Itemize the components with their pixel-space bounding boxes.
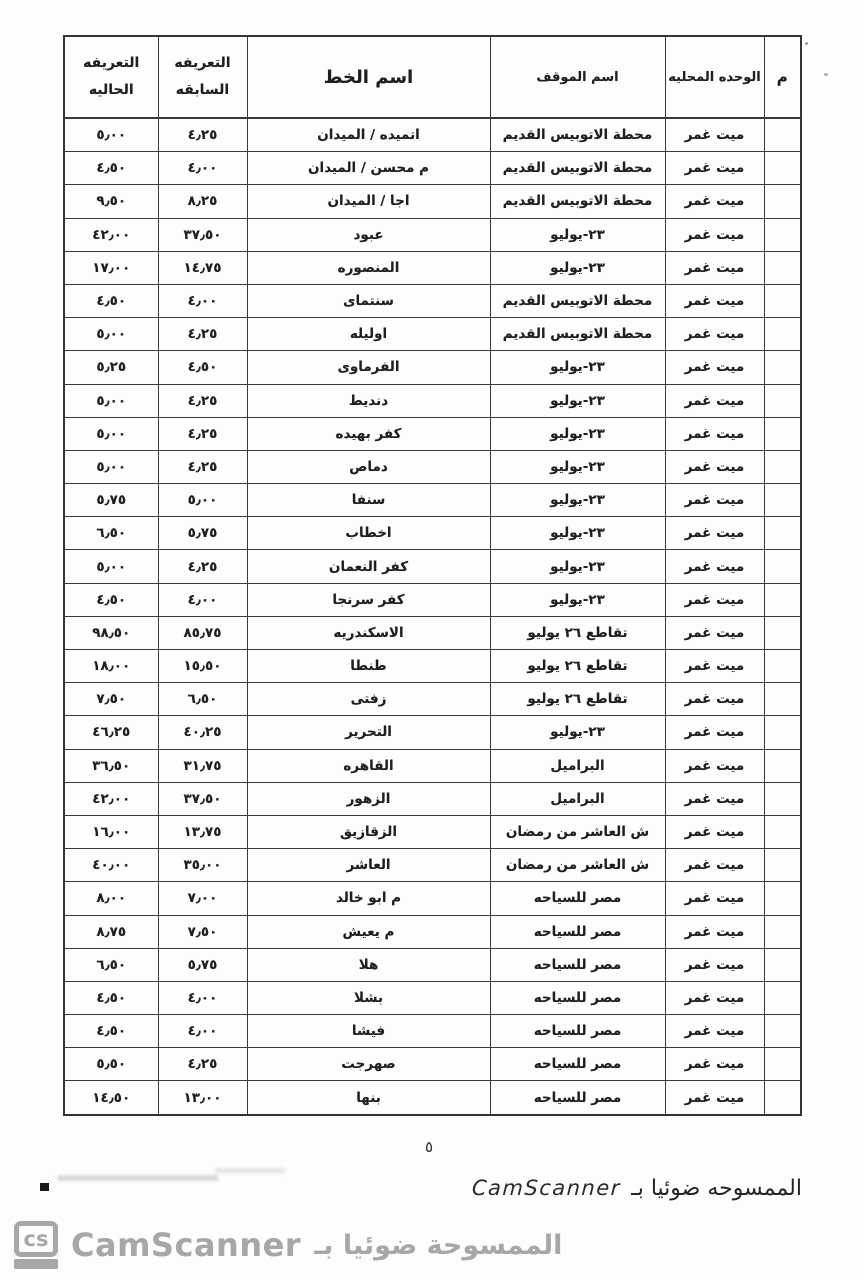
cell-prev: ٤٫٠٠ [158, 981, 247, 1014]
camscanner-footer [14, 1221, 562, 1269]
cell-serial [764, 450, 801, 483]
table-row [64, 616, 801, 649]
cell-line: سنتماى [247, 284, 490, 317]
scanned-by-note-brand: CamScanner [471, 1176, 622, 1200]
camscanner-logo-base [14, 1259, 58, 1269]
cell-prev: ٤٫٢٥ [158, 450, 247, 483]
cell-serial [764, 550, 801, 583]
cell-curr: ٧٫٥٠ [64, 683, 158, 716]
cell-serial [764, 284, 801, 317]
table-row [64, 185, 801, 218]
cell-line: طنطا [247, 650, 490, 683]
cell-serial [764, 882, 801, 915]
table-row [64, 218, 801, 251]
cell-unit: ميت غمر [665, 417, 764, 450]
cell-line: اخطاب [247, 517, 490, 550]
cell-unit: ميت غمر [665, 550, 764, 583]
cell-line: الزقازيق [247, 815, 490, 848]
cell-unit: ميت غمر [665, 118, 764, 152]
cell-prev: ٣٧٫٥٠ [158, 218, 247, 251]
table-row [64, 948, 801, 981]
cell-curr: ١٦٫٠٠ [64, 815, 158, 848]
cell-serial [764, 484, 801, 517]
table-row [64, 550, 801, 583]
cell-curr: ٥٫٠٠ [64, 417, 158, 450]
cell-line: هلا [247, 948, 490, 981]
cell-line: القاهره [247, 749, 490, 782]
cell-prev: ٤٫٠٠ [158, 152, 247, 185]
header-current-tariff: التعريفه الحاليه [64, 36, 158, 118]
cell-stop: ش العاشر من رمضان [490, 815, 665, 848]
table-header-row [64, 36, 801, 118]
cell-stop: تقاطع ٢٦ يوليو [490, 616, 665, 649]
scan-artifact-square [40, 1183, 49, 1191]
cell-line: الفرماوى [247, 351, 490, 384]
cell-unit: ميت غمر [665, 749, 764, 782]
cell-curr: ٤٫٥٠ [64, 1015, 158, 1048]
cell-serial [764, 583, 801, 616]
cell-prev: ١٣٫٠٠ [158, 1081, 247, 1115]
cell-curr: ٦٫٥٠ [64, 948, 158, 981]
cell-stop: مصر للسياحه [490, 1048, 665, 1081]
cell-stop: محطة الاتوبيس القديم [490, 318, 665, 351]
scan-artifact-dot-1 [805, 42, 808, 45]
cell-prev: ٧٫٠٠ [158, 882, 247, 915]
page-number: ٥ [424, 1138, 434, 1156]
cell-serial [764, 417, 801, 450]
cell-serial [764, 118, 801, 152]
cell-line: دماص [247, 450, 490, 483]
cell-serial [764, 351, 801, 384]
cell-prev: ٥٫٧٥ [158, 517, 247, 550]
cell-prev: ٤٫٢٥ [158, 318, 247, 351]
cell-curr: ٤٫٥٠ [64, 981, 158, 1014]
cell-curr: ٤٦٫٢٥ [64, 716, 158, 749]
cell-stop: محطة الاتوبيس القديم [490, 152, 665, 185]
cell-prev: ٤٫٠٠ [158, 284, 247, 317]
cell-serial [764, 384, 801, 417]
cell-serial [764, 1015, 801, 1048]
header-serial: م [764, 36, 801, 118]
cell-curr: ٤٫٥٠ [64, 583, 158, 616]
cell-stop: مصر للسياحه [490, 915, 665, 948]
cell-line: الزهور [247, 782, 490, 815]
cell-line: العاشر [247, 849, 490, 882]
cell-prev: ٣٥٫٠٠ [158, 849, 247, 882]
cell-stop: مصر للسياحه [490, 882, 665, 915]
cell-curr: ٥٫٢٥ [64, 351, 158, 384]
table-row [64, 384, 801, 417]
camscanner-arabic-text: الممسوحة ضوئيا بـ [314, 1229, 563, 1261]
table-row [64, 118, 801, 152]
cell-stop: ش العاشر من رمضان [490, 849, 665, 882]
cell-prev: ٨٥٫٧٥ [158, 616, 247, 649]
cell-curr: ٤٠٫٠٠ [64, 849, 158, 882]
cell-serial [764, 185, 801, 218]
cell-line: كفر سرنجا [247, 583, 490, 616]
cell-stop: ٢٣-يوليو [490, 251, 665, 284]
cell-unit: ميت غمر [665, 1081, 764, 1115]
cell-stop: البراميل [490, 782, 665, 815]
table-body [64, 118, 801, 1115]
cell-curr: ٤٢٫٠٠ [64, 782, 158, 815]
table-row [64, 450, 801, 483]
cell-stop: محطة الاتوبيس القديم [490, 185, 665, 218]
cell-curr: ٨٫٠٠ [64, 882, 158, 915]
table-row [64, 1081, 801, 1115]
cell-line: الاسكندريه [247, 616, 490, 649]
cell-serial [764, 815, 801, 848]
cell-prev: ١٤٫٧٥ [158, 251, 247, 284]
table-row [64, 782, 801, 815]
cell-serial [764, 716, 801, 749]
table-row [64, 1015, 801, 1048]
table-row [64, 981, 801, 1014]
cell-serial [764, 948, 801, 981]
cell-serial [764, 981, 801, 1014]
table-row [64, 815, 801, 848]
cell-prev: ٣١٫٧٥ [158, 749, 247, 782]
table-row [64, 683, 801, 716]
cell-unit: ميت غمر [665, 185, 764, 218]
table-row [64, 517, 801, 550]
cell-unit: ميت غمر [665, 1015, 764, 1048]
cell-serial [764, 1048, 801, 1081]
cell-prev: ٤٫٢٥ [158, 384, 247, 417]
cell-serial [764, 218, 801, 251]
table-row [64, 351, 801, 384]
cell-unit: ميت غمر [665, 152, 764, 185]
cell-prev: ٤٫٥٠ [158, 351, 247, 384]
cell-curr: ١٨٫٠٠ [64, 650, 158, 683]
cell-unit: ميت غمر [665, 782, 764, 815]
cell-stop: محطة الاتوبيس القديم [490, 284, 665, 317]
cell-serial [764, 749, 801, 782]
cell-curr: ٤٫٥٠ [64, 284, 158, 317]
camscanner-brand-text: CamScanner [71, 1226, 302, 1264]
cell-prev: ٥٫٧٥ [158, 948, 247, 981]
header-local-unit: الوحده المحليه [665, 36, 764, 118]
table-row [64, 915, 801, 948]
cell-prev: ٦٫٥٠ [158, 683, 247, 716]
table-row [64, 1048, 801, 1081]
cell-line: صهرجت [247, 1048, 490, 1081]
cell-prev: ٤٫٠٠ [158, 1015, 247, 1048]
cell-stop: ٢٣-يوليو [490, 716, 665, 749]
cell-unit: ميت غمر [665, 384, 764, 417]
cell-curr: ٥٫٠٠ [64, 550, 158, 583]
cell-stop: ٢٣-يوليو [490, 351, 665, 384]
cell-serial [764, 683, 801, 716]
cell-prev: ٣٧٫٥٠ [158, 782, 247, 815]
cell-line: فيشا [247, 1015, 490, 1048]
fare-table [63, 35, 802, 1116]
cell-curr: ٥٫٠٠ [64, 384, 158, 417]
cell-curr: ٣٦٫٥٠ [64, 749, 158, 782]
cell-unit: ميت غمر [665, 849, 764, 882]
cell-stop: مصر للسياحه [490, 981, 665, 1014]
scan-artifact-dot-2 [824, 73, 828, 76]
cell-curr: ٦٫٥٠ [64, 517, 158, 550]
cell-prev: ٤٫٢٥ [158, 550, 247, 583]
table-row [64, 849, 801, 882]
cell-line: كفر النعمان [247, 550, 490, 583]
table-row [64, 417, 801, 450]
cell-unit: ميت غمر [665, 351, 764, 384]
cell-line: عبود [247, 218, 490, 251]
cell-curr: ٩٨٫٥٠ [64, 616, 158, 649]
cell-prev: ١٥٫٥٠ [158, 650, 247, 683]
cell-serial [764, 152, 801, 185]
cell-prev: ٧٫٥٠ [158, 915, 247, 948]
cell-line: زفتى [247, 683, 490, 716]
cell-line: م يعيش [247, 915, 490, 948]
scanned-by-note-arabic: الممسوحه ضوئيا بـ [631, 1176, 802, 1201]
cell-serial [764, 616, 801, 649]
cell-prev: ٤٫٢٥ [158, 417, 247, 450]
cell-unit: ميت غمر [665, 915, 764, 948]
cell-unit: ميت غمر [665, 815, 764, 848]
cell-serial [764, 1081, 801, 1115]
cell-curr: ١٧٫٠٠ [64, 251, 158, 284]
cell-line: اجا / الميدان [247, 185, 490, 218]
scan-artifact-smudge [58, 1175, 218, 1181]
cell-curr: ١٤٫٥٠ [64, 1081, 158, 1115]
cell-unit: ميت غمر [665, 616, 764, 649]
cell-unit: ميت غمر [665, 1048, 764, 1081]
cell-serial [764, 915, 801, 948]
cell-line: المنصوره [247, 251, 490, 284]
cell-stop: ٢٣-يوليو [490, 484, 665, 517]
table-row [64, 882, 801, 915]
cell-stop: محطة الاتوبيس القديم [490, 118, 665, 152]
cell-line: التحرير [247, 716, 490, 749]
cell-unit: ميت غمر [665, 882, 764, 915]
cell-unit: ميت غمر [665, 450, 764, 483]
cell-line: بنها [247, 1081, 490, 1115]
cell-unit: ميت غمر [665, 284, 764, 317]
table-row [64, 650, 801, 683]
cell-stop: ٢٣-يوليو [490, 450, 665, 483]
cell-prev: ١٣٫٧٥ [158, 815, 247, 848]
scanned-by-note [472, 1176, 802, 1201]
cell-unit: ميت غمر [665, 218, 764, 251]
table-row [64, 251, 801, 284]
cell-curr: ٥٫٠٠ [64, 118, 158, 152]
cell-line: سنفا [247, 484, 490, 517]
cell-curr: ٨٫٧٥ [64, 915, 158, 948]
cell-line: دنديط [247, 384, 490, 417]
cell-unit: ميت غمر [665, 484, 764, 517]
cell-curr: ٤٫٥٠ [64, 152, 158, 185]
cell-unit: ميت غمر [665, 583, 764, 616]
cell-unit: ميت غمر [665, 683, 764, 716]
cell-line: م ابو خالد [247, 882, 490, 915]
camscanner-logo-letters: cs [14, 1221, 58, 1257]
cell-curr: ٥٫٠٠ [64, 450, 158, 483]
cell-unit: ميت غمر [665, 650, 764, 683]
cell-curr: ٥٫٥٠ [64, 1048, 158, 1081]
cell-serial [764, 650, 801, 683]
table-row [64, 318, 801, 351]
cell-serial [764, 251, 801, 284]
cell-unit: ميت غمر [665, 948, 764, 981]
cell-unit: ميت غمر [665, 318, 764, 351]
cell-stop: مصر للسياحه [490, 948, 665, 981]
cell-serial [764, 782, 801, 815]
cell-stop: مصر للسياحه [490, 1081, 665, 1115]
cell-stop: ٢٣-يوليو [490, 384, 665, 417]
cell-stop: تقاطع ٢٦ يوليو [490, 650, 665, 683]
cell-line: اوليله [247, 318, 490, 351]
cell-serial [764, 517, 801, 550]
cell-unit: ميت غمر [665, 981, 764, 1014]
cell-stop: ٢٣-يوليو [490, 583, 665, 616]
cell-stop: ٢٣-يوليو [490, 550, 665, 583]
cell-curr: ٥٫٧٥ [64, 484, 158, 517]
cell-line: بشلا [247, 981, 490, 1014]
header-stop-name: اسم الموقف [490, 36, 665, 118]
header-line-name: اسم الخط [247, 36, 490, 118]
cell-serial [764, 849, 801, 882]
cell-prev: ٥٫٠٠ [158, 484, 247, 517]
cell-prev: ٤٫٢٥ [158, 1048, 247, 1081]
cell-prev: ٤٠٫٢٥ [158, 716, 247, 749]
cell-line: كفر بهيده [247, 417, 490, 450]
cell-curr: ٤٢٫٠٠ [64, 218, 158, 251]
cell-serial [764, 318, 801, 351]
cell-line: م محسن / الميدان [247, 152, 490, 185]
cell-stop: ٢٣-يوليو [490, 417, 665, 450]
cell-stop: تقاطع ٢٦ يوليو [490, 683, 665, 716]
cell-unit: ميت غمر [665, 716, 764, 749]
cell-prev: ٤٫٠٠ [158, 583, 247, 616]
cell-stop: مصر للسياحه [490, 1015, 665, 1048]
table-row [64, 484, 801, 517]
scan-artifact-smudge-2 [215, 1168, 285, 1173]
table-row [64, 152, 801, 185]
cell-prev: ٨٫٢٥ [158, 185, 247, 218]
table-row [64, 284, 801, 317]
cell-unit: ميت غمر [665, 517, 764, 550]
cell-line: اتميده / الميدان [247, 118, 490, 152]
table-row [64, 749, 801, 782]
table-row [64, 716, 801, 749]
cell-unit: ميت غمر [665, 251, 764, 284]
cell-stop: البراميل [490, 749, 665, 782]
cell-curr: ٥٫٠٠ [64, 318, 158, 351]
table-row [64, 583, 801, 616]
cell-curr: ٩٫٥٠ [64, 185, 158, 218]
header-previous-tariff: التعريفه السابقه [158, 36, 247, 118]
cell-stop: ٢٣-يوليو [490, 517, 665, 550]
cell-stop: ٢٣-يوليو [490, 218, 665, 251]
camscanner-logo-icon [14, 1221, 58, 1269]
cell-prev: ٤٫٢٥ [158, 118, 247, 152]
